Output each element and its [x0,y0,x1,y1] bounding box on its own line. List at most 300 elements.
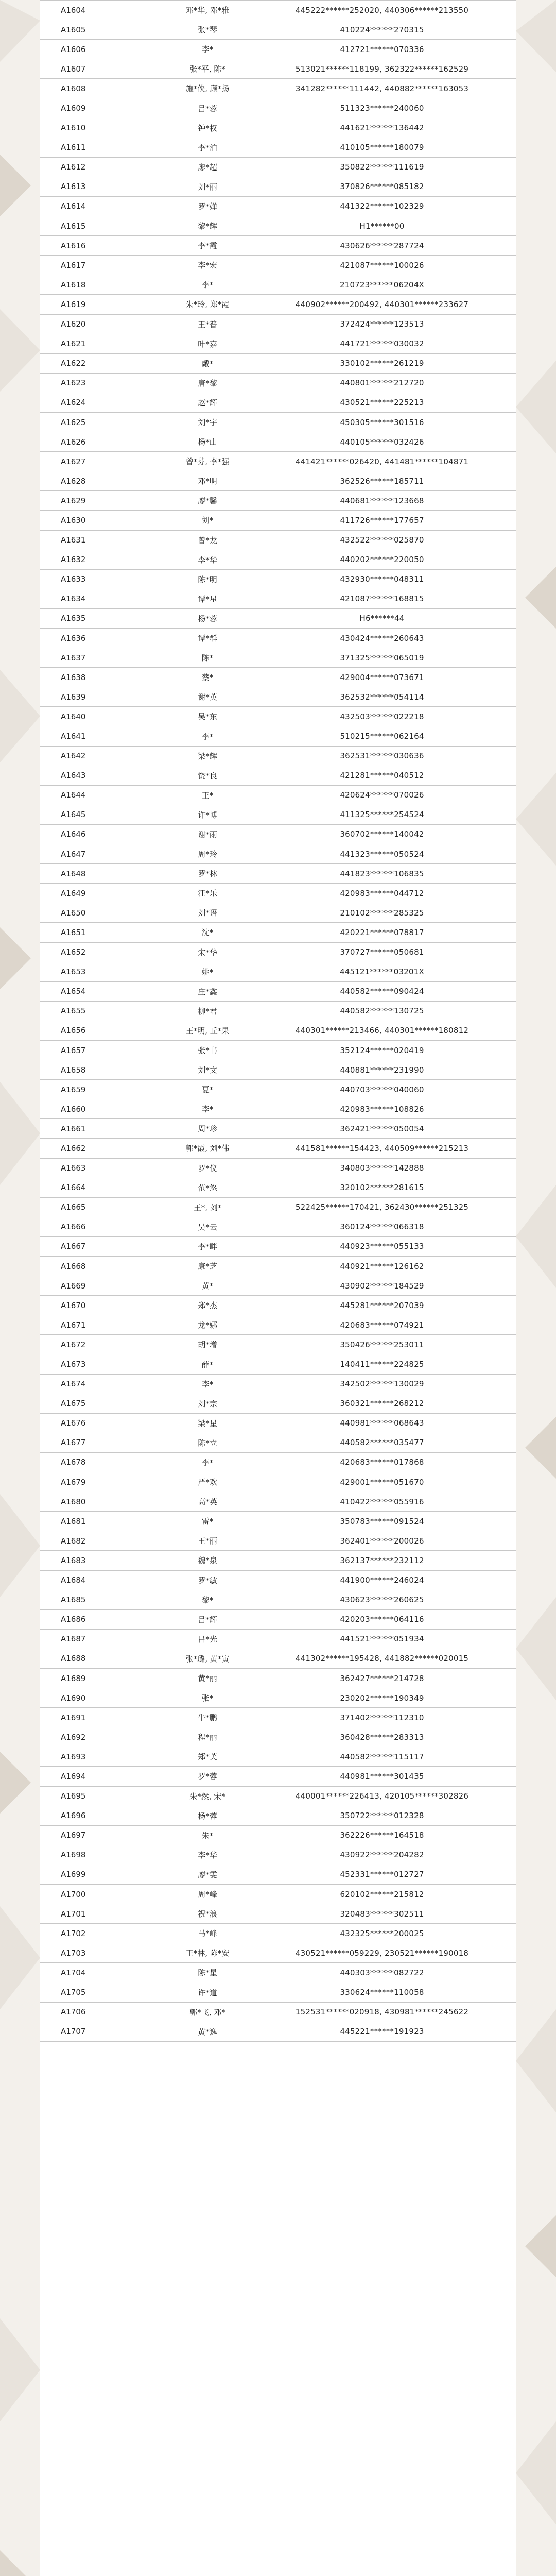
table-row [40,1001,516,1021]
table-row [40,1296,516,1315]
id-number: 445121******03201X [248,962,516,981]
id-number: 430922******204282 [248,1845,516,1865]
id-number: 420203******064116 [248,1609,516,1629]
holder-name: 李* [167,40,248,59]
table-row [40,1374,516,1394]
table-row [40,334,516,353]
table-row [40,1727,516,1747]
record-number: A1605 [40,20,167,40]
record-number: A1671 [40,1315,167,1335]
holder-name: 周*珍 [167,1119,248,1139]
record-number: A1677 [40,1433,167,1452]
holder-name: 郑*芙 [167,1747,248,1767]
holder-name: 刘*丽 [167,177,248,196]
record-number: A1654 [40,981,167,1001]
holder-name: 姚* [167,962,248,981]
record-number: A1660 [40,1099,167,1119]
record-number: A1618 [40,275,167,295]
holder-name: 柳*君 [167,1001,248,1021]
table-row [40,1629,516,1649]
holder-name: 郭*飞, 邓* [167,2002,248,2022]
holder-name: 李* [167,1452,248,1472]
record-number: A1705 [40,1982,167,2002]
id-number: 440921******126162 [248,1257,516,1276]
record-number: A1666 [40,1217,167,1236]
table-row [40,1708,516,1727]
table-row [40,314,516,334]
holder-name: 吕*光 [167,1629,248,1649]
record-number: A1609 [40,98,167,118]
holder-name: 朱* [167,1825,248,1845]
holder-name: 施*侠, 顾*扬 [167,79,248,98]
record-number: A1615 [40,216,167,236]
holder-name: 许*道 [167,1982,248,2002]
holder-name: 刘*宇 [167,412,248,432]
id-number: 440902******200492, 440301******233627 [248,295,516,314]
holder-name: 吕*辉 [167,1609,248,1629]
record-number: A1668 [40,1257,167,1276]
id-number: 350822******111619 [248,157,516,177]
record-number: A1685 [40,1590,167,1609]
record-number: A1691 [40,1708,167,1727]
id-number: 429001******051670 [248,1472,516,1492]
table-row [40,1512,516,1531]
record-number: A1690 [40,1688,167,1708]
table-row [40,1786,516,1806]
id-number: 510215******062164 [248,726,516,746]
record-number: A1669 [40,1276,167,1296]
record-number: A1634 [40,589,167,608]
record-number: A1676 [40,1413,167,1433]
holder-name: 刘*文 [167,1060,248,1080]
record-number: A1626 [40,432,167,452]
id-number: 362137******232112 [248,1551,516,1570]
record-number: A1687 [40,1629,167,1649]
table-row [40,1040,516,1060]
record-number: A1616 [40,236,167,256]
record-number: A1675 [40,1394,167,1413]
holder-name: 罗*婵 [167,196,248,216]
record-number: A1644 [40,785,167,805]
record-number: A1692 [40,1727,167,1747]
holder-name: 谭*星 [167,589,248,608]
holder-name: 谭*群 [167,629,248,648]
table-row [40,1885,516,1904]
table-row [40,1257,516,1276]
holder-name: 唐*黎 [167,373,248,393]
id-number: 513021******118199, 362322******162529 [248,59,516,79]
table-row [40,216,516,236]
id-number: 342502******130029 [248,1374,516,1394]
holder-name: 廖*馨 [167,491,248,511]
table-row [40,1767,516,1786]
record-number: A1658 [40,1060,167,1080]
id-number: 350426******253011 [248,1335,516,1354]
table-row [40,766,516,785]
id-number: 440303******082722 [248,1963,516,1982]
record-number: A1638 [40,668,167,687]
table-row [40,1178,516,1197]
record-number: A1607 [40,59,167,79]
record-number: A1694 [40,1767,167,1786]
record-number: A1648 [40,864,167,884]
record-number: A1652 [40,942,167,962]
holder-name: 周*峰 [167,1885,248,1904]
id-number: 441421******026420, 441481******104871 [248,452,516,471]
record-number: A1621 [40,334,167,353]
table-row [40,608,516,628]
table-row [40,432,516,452]
record-number: A1696 [40,1806,167,1825]
id-number: 140411******224825 [248,1354,516,1374]
holder-name: 康*芝 [167,1257,248,1276]
id-number: 445281******207039 [248,1296,516,1315]
table-row [40,1668,516,1688]
id-number: 441302******195428, 441882******020015 [248,1649,516,1668]
table-row [40,40,516,59]
table-row [40,1865,516,1884]
record-number: A1619 [40,295,167,314]
table-row [40,1217,516,1236]
id-number: 430626******287724 [248,236,516,256]
holder-name: 邓*明 [167,471,248,491]
table-row [40,824,516,844]
holder-name: 杨*山 [167,432,248,452]
holder-name: 黄*丽 [167,1668,248,1688]
table-row [40,1845,516,1865]
table-row [40,471,516,491]
holder-name: 黄* [167,1276,248,1296]
id-number: 341282******111442, 440882******163053 [248,79,516,98]
record-number: A1663 [40,1158,167,1178]
table-row [40,1904,516,1924]
record-number: A1635 [40,608,167,628]
record-number: A1647 [40,844,167,864]
record-number: A1661 [40,1119,167,1139]
id-number: 440582******130725 [248,1001,516,1021]
record-number: A1649 [40,884,167,903]
id-number: 440202******220050 [248,550,516,569]
record-number: A1673 [40,1354,167,1374]
id-number: 352124******020419 [248,1040,516,1060]
holder-name: 李*畔 [167,1236,248,1256]
holder-name: 夏* [167,1080,248,1099]
id-number: 362526******185711 [248,471,516,491]
record-number: A1701 [40,1904,167,1924]
table-row [40,668,516,687]
holder-name: 张*书 [167,1040,248,1060]
holder-name: 黄*逸 [167,2022,248,2041]
record-number: A1630 [40,511,167,530]
id-number: 340803******142888 [248,1158,516,1178]
holder-name: 张*琴 [167,20,248,40]
record-number: A1642 [40,746,167,766]
holder-name: 李*泊 [167,138,248,157]
record-number: A1670 [40,1296,167,1315]
holder-name: 许*博 [167,805,248,824]
table-row [40,569,516,589]
record-number: A1679 [40,1472,167,1492]
id-number: 412721******070336 [248,40,516,59]
holder-name: 汪*乐 [167,884,248,903]
table-row [40,1551,516,1570]
table-row [40,981,516,1001]
record-number: A1703 [40,1943,167,1963]
holder-name: 王*丽 [167,1531,248,1551]
table-row [40,785,516,805]
id-number: 440582******035477 [248,1433,516,1452]
table-row [40,373,516,393]
table-row [40,864,516,884]
table-row [40,1394,516,1413]
table-row [40,844,516,864]
record-number: A1646 [40,824,167,844]
table-row [40,79,516,98]
id-number: 440301******213466, 440301******180812 [248,1021,516,1040]
holder-name: 刘*语 [167,903,248,923]
table-row [40,1236,516,1256]
id-number: 421087******100026 [248,256,516,275]
record-number: A1707 [40,2022,167,2041]
holder-name: 戴* [167,353,248,373]
holder-name: 王*, 刘* [167,1197,248,1217]
id-number: 362531******030636 [248,746,516,766]
holder-name: 黎*辉 [167,216,248,236]
record-number: A1704 [40,1963,167,1982]
table-row [40,1982,516,2002]
record-number: A1702 [40,1924,167,1943]
holder-name: 周*玲 [167,844,248,864]
record-number: A1656 [40,1021,167,1040]
record-number: A1680 [40,1492,167,1512]
table-row [40,1060,516,1080]
holder-name: 陈*星 [167,1963,248,1982]
id-number: 371402******112310 [248,1708,516,1727]
table-row [40,236,516,256]
id-number: H1******00 [248,216,516,236]
table-row [40,903,516,923]
id-number: 441521******051934 [248,1629,516,1649]
id-number: 411325******254524 [248,805,516,824]
record-number: A1682 [40,1531,167,1551]
record-number: A1625 [40,412,167,432]
holder-name: 梁*辉 [167,746,248,766]
table-row [40,687,516,707]
holder-name: 邓*华, 邓*雅 [167,1,248,20]
record-number: A1665 [40,1197,167,1217]
id-number: 430521******225213 [248,393,516,412]
holder-name: 罗*蓉 [167,1767,248,1786]
holder-name: 梁*星 [167,1413,248,1433]
id-number: 440681******123668 [248,491,516,511]
id-number: 429004******073671 [248,668,516,687]
holder-name: 李* [167,275,248,295]
holder-name: 陈*明 [167,569,248,589]
holder-name: 庄*鑫 [167,981,248,1001]
record-number: A1695 [40,1786,167,1806]
table-row [40,1609,516,1629]
id-number: 210723******06204X [248,275,516,295]
table-row [40,1099,516,1119]
record-number: A1629 [40,491,167,511]
holder-name: 沈* [167,923,248,942]
id-number: 440703******040060 [248,1080,516,1099]
id-number: 432503******022218 [248,707,516,726]
record-number: A1622 [40,353,167,373]
id-number: 430424******260643 [248,629,516,648]
table-row [40,1158,516,1178]
table-row [40,1452,516,1472]
table-row [40,196,516,216]
id-number: 440881******231990 [248,1060,516,1080]
table-row [40,884,516,903]
table-row [40,1531,516,1551]
table-row [40,118,516,138]
id-number: 620102******215812 [248,1885,516,1904]
id-number: 360702******140042 [248,824,516,844]
holder-name: 范*悠 [167,1178,248,1197]
record-table-body [40,1,516,2042]
table-row [40,1,516,20]
holder-name: 宋*华 [167,942,248,962]
holder-name: 胡*增 [167,1335,248,1354]
table-row [40,138,516,157]
id-number: 421087******168815 [248,589,516,608]
table-row [40,1943,516,1963]
id-number: 440582******090424 [248,981,516,1001]
holder-name: 饶*良 [167,766,248,785]
id-number: 330624******110058 [248,1982,516,2002]
record-number: A1627 [40,452,167,471]
id-number: 441323******050524 [248,844,516,864]
id-number: 441721******030032 [248,334,516,353]
id-number: 362532******054114 [248,687,516,707]
record-number: A1678 [40,1452,167,1472]
record-table-sheet [40,0,516,2576]
record-number: A1611 [40,138,167,157]
record-number: A1653 [40,962,167,981]
table-row [40,1649,516,1668]
record-number: A1624 [40,393,167,412]
id-number: 441900******246024 [248,1570,516,1590]
id-number: 440001******226413, 420105******302826 [248,1786,516,1806]
record-number: A1628 [40,471,167,491]
table-row [40,452,516,471]
table-row [40,1472,516,1492]
table-row [40,1747,516,1767]
holder-name: 高*英 [167,1492,248,1512]
id-number: 420983******044712 [248,884,516,903]
holder-name: 李*华 [167,550,248,569]
table-row [40,1492,516,1512]
holder-name: 罗*仪 [167,1158,248,1178]
id-number: 230202******190349 [248,1688,516,1708]
id-number: 410105******180079 [248,138,516,157]
table-row [40,177,516,196]
id-number: 420683******017868 [248,1452,516,1472]
holder-name: 陈* [167,648,248,668]
record-number: A1698 [40,1845,167,1865]
table-row [40,1413,516,1433]
record-number: A1608 [40,79,167,98]
table-row [40,1688,516,1708]
holder-name: 严*欢 [167,1472,248,1492]
table-row [40,589,516,608]
holder-name: 雷* [167,1512,248,1531]
record-number: A1617 [40,256,167,275]
id-number: 362226******164518 [248,1825,516,1845]
holder-name: 王*林, 陈*安 [167,1943,248,1963]
record-number: A1659 [40,1080,167,1099]
record-number: A1655 [40,1001,167,1021]
id-number: 360124******066318 [248,1217,516,1236]
table-row [40,962,516,981]
record-number: A1662 [40,1139,167,1158]
table-row [40,412,516,432]
table-row [40,1806,516,1825]
holder-name: 魏*泉 [167,1551,248,1570]
table-row [40,629,516,648]
holder-name: 朱*玲, 郑*霞 [167,295,248,314]
record-number: A1681 [40,1512,167,1531]
id-number: 452331******012727 [248,1865,516,1884]
id-number: 320102******281615 [248,1178,516,1197]
holder-name: 李*华 [167,1845,248,1865]
record-number: A1614 [40,196,167,216]
id-number: 362401******200026 [248,1531,516,1551]
holder-name: 谢*雨 [167,824,248,844]
id-number: 430623******260625 [248,1590,516,1609]
holder-name: 廖*超 [167,157,248,177]
record-number: A1632 [40,550,167,569]
id-number: 350783******091524 [248,1512,516,1531]
id-number: 362421******050054 [248,1119,516,1139]
table-row [40,726,516,746]
id-number: 440981******301435 [248,1767,516,1786]
table-row [40,1315,516,1335]
record-number: A1700 [40,1885,167,1904]
holder-name: 王*明, 丘*果 [167,1021,248,1040]
id-number: 440105******032426 [248,432,516,452]
holder-name: 曾*龙 [167,530,248,550]
table-row [40,295,516,314]
holder-name: 李* [167,1374,248,1394]
id-number: 362427******214728 [248,1668,516,1688]
record-number: A1620 [40,314,167,334]
holder-name: 杨*蓉 [167,608,248,628]
record-number: A1697 [40,1825,167,1845]
holder-name: 吴*云 [167,1217,248,1236]
record-number: A1645 [40,805,167,824]
table-row [40,1963,516,1982]
holder-name: 刘* [167,511,248,530]
record-number: A1651 [40,923,167,942]
id-number: 445222******252020, 440306******213550 [248,1,516,20]
id-number: 440801******212720 [248,373,516,393]
table-row [40,707,516,726]
holder-name: 廖*雯 [167,1865,248,1884]
id-number: 152531******020918, 430981******245622 [248,2002,516,2022]
id-number: 430521******059229, 230521******190018 [248,1943,516,1963]
id-number: 420683******074921 [248,1315,516,1335]
id-number: 445221******191923 [248,2022,516,2041]
id-number: 410224******270315 [248,20,516,40]
record-number: A1689 [40,1668,167,1688]
table-row [40,1197,516,1217]
holder-name: 牛*鹏 [167,1708,248,1727]
table-row [40,1335,516,1354]
holder-name: 吕*蓉 [167,98,248,118]
